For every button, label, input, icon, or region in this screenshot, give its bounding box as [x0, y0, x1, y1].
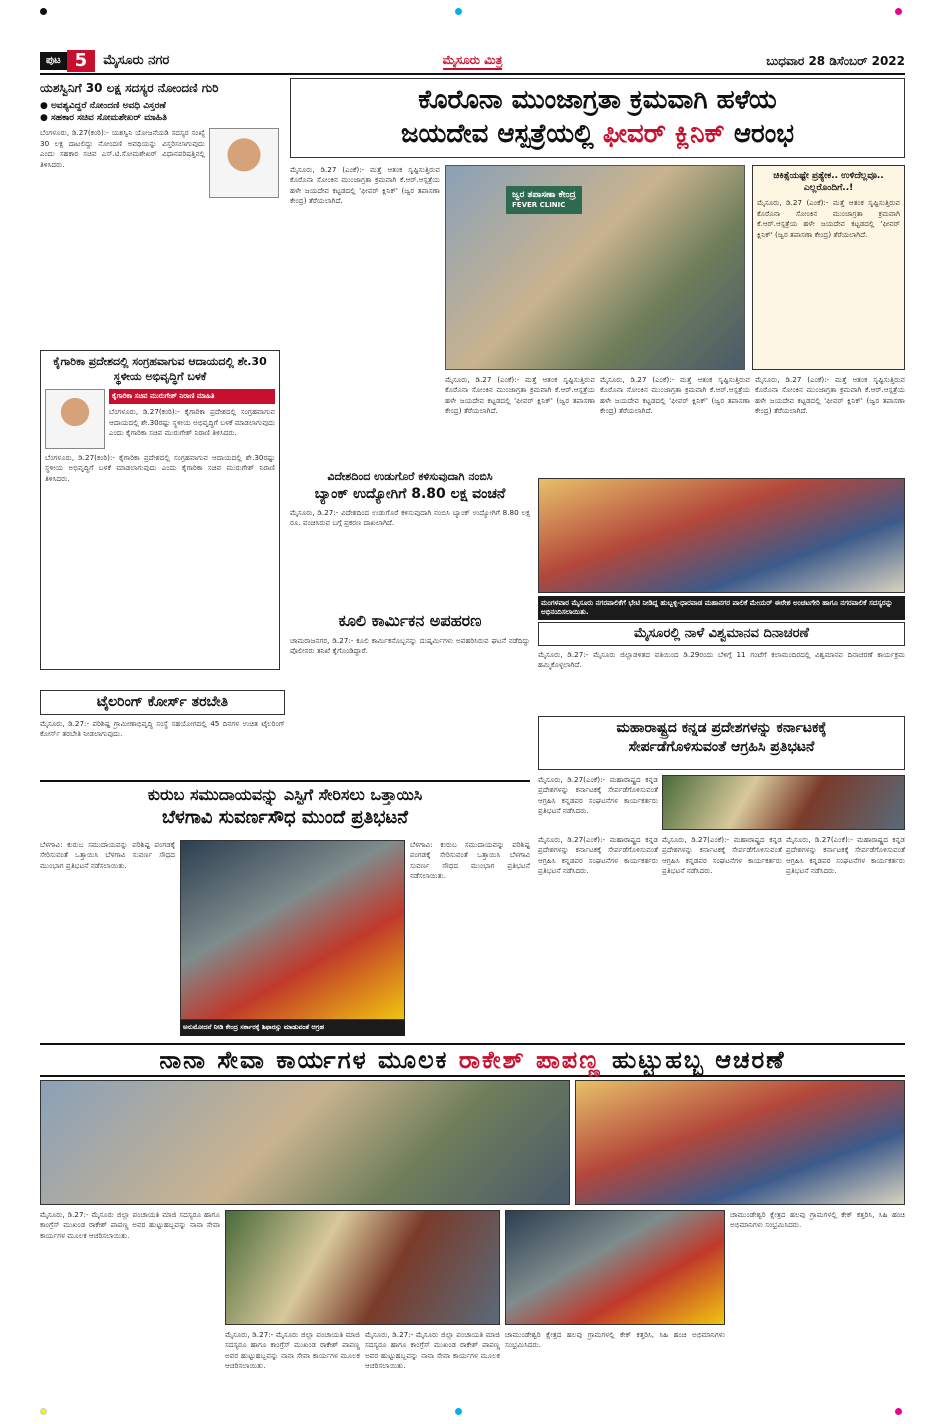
page-label: ಪುಟ — [40, 52, 67, 70]
story-headline: ಕುರುಬ ಸಮುದಾಯವನ್ನು ಎಸ್ಟಿಗೆ ಸೇರಿಸಲು ಒತ್ತಾಯಿಸಿ — [147, 785, 423, 804]
story-kidnap — [290, 610, 530, 770]
mayor-felicitation-photo — [538, 478, 905, 593]
lead-sidebar — [752, 165, 905, 370]
story-body: ಚಾಮುಂಡೇಶ್ವರಿ ಕ್ಷೇತ್ರದ ಹಲವು ಗ್ರಾಮಗಳಲ್ಲಿ ಕೇಕ್ ಕತ್ತರಿಸಿ, ಸಿಹಿ ಹಂಚಿ ಅಭಿಮಾನಿಗಳು ಸಂಭ್ರಮಿಸಿದರು. — [730, 1210, 905, 1230]
minister-portrait — [45, 389, 105, 449]
story-body: ಬೆಳಗಾವಿ: ಕುರುಬ ಸಮುದಾಯವನ್ನು ಪರಿಶಿಷ್ಟ ಪಂಗಡಕ್ಕೆ ಸೇರಿಸುವಂತೆ ಒತ್ತಾಯಿಸಿ ಬೆಳಗಾವಿ ಸುವರ್ಣ ಸೌಧದ ಮುಂಭಾಗ ಪ್ರತಿಭಟನೆ ನಡೆಸಲಾಯಿತು. — [40, 840, 175, 870]
registration-mark — [455, 8, 462, 15]
story-body: ಮೈಸೂರು, ಡಿ.27:- ಮೈಸೂರು ಜಿಲ್ಲಾ ಪಂಚಾಯತಿ ಮಾಜಿ ಸದಸ್ಯರೂ ಹಾಗೂ ಕಾಂಗ್ರೆಸ್ ಮುಖಂಡ ರಾಕೇಶ್ ಪಾಪಣ್ಣ ಅವರ ಹುಟ್ಟುಹಬ್ಬವನ್ನು ನಾನಾ ಸೇವಾ ಕಾರ್ಯಗಳ ಮೂಲಕ ಆಚರಿಸಲಾಯಿತು. — [365, 1330, 500, 1371]
story-headline: ಸೇರ್ಪಡೆಗೊಳಿಸುವಂತೆ ಆಗ್ರಹಿಸಿ ಪ್ರತಿಭಟನೆ — [628, 738, 815, 755]
protest-photo — [662, 775, 905, 830]
story-body: ಚಾಮುಂಡೇಶ್ವರಿ ಕ್ಷೇತ್ರದ ಹಲವು ಗ್ರಾಮಗಳಲ್ಲಿ ಕೇಕ್ ಕತ್ತರಿಸಿ, ಸಿಹಿ ಹಂಚಿ ಅಭಿಮಾನಿಗಳು ಸಂಭ್ರಮಿಸಿದರು. — [505, 1330, 725, 1350]
lead-headline-line1: ಕೊರೊನಾ ಮುಂಜಾಗ್ರತಾ ಕ್ರಮವಾಗಿ ಹಳೆಯ — [418, 85, 777, 115]
story-body: ಮೈಸೂರು, ಡಿ.27(ಎಂಕೆ):- ಮಹಾರಾಷ್ಟ್ರದ ಕನ್ನಡ ಪ್ರದೇಶಗಳನ್ನು ಕರ್ನಾಟಕಕ್ಕೆ ಸೇರ್ಪಡೆಗೊಳಿಸುವಂತೆ ಆಗ್ರಹಿಸಿ ಕನ್ನಡಪರ ಸಂಘಟನೆಗಳ ಕಾರ್ಯಕರ್ತರು ಪ್ರತಿಭಟನೆ ನಡೆಸಿದರು. — [786, 835, 905, 876]
story-bullet: ● ಸಹಕಾರ ಸಚಿವ ಸೋಮಶೇಖರ್ ಮಾಹಿತಿ — [40, 113, 167, 124]
lead-body: ಮೈಸೂರು, ಡಿ.27 (ಎಂಕೆ):- ಮತ್ತೆ ಆತಂಕ ಸೃಷ್ಟಿಸುತ್ತಿರುವ ಕೊರೊನಾ ಸೋಂಕಿನ ಮುಂಜಾಗ್ರತಾ ಕ್ರಮವಾಗಿ ಕೆ.ಆರ್.ಆಸ್ಪತ್ರೆಯ ಹಳೇ ಜಯದೇವ ಕಟ್ಟಡದಲ್ಲಿ 'ಫೀವರ್ ಕ್ಲಿನಿಕ್' (ಜ್ವರ ತಪಾಸಣಾ ಕೇಂದ್ರ) ತೆರೆಯಲಾಗಿದೆ. — [290, 165, 440, 206]
lead-body-cont: ಮೈಸೂರು, ಡಿ.27 (ಎಂಕೆ):- ಮತ್ತೆ ಆತಂಕ ಸೃಷ್ಟಿಸುತ್ತಿರುವ ಕೊರೊನಾ ಸೋಂಕಿನ ಮುಂಜಾಗ್ರತಾ ಕ್ರಮವಾಗಿ ಕೆ.ಆರ್.ಆಸ್ಪತ್ರೆಯ ಹಳೇ ಜಯದೇವ ಕಟ್ಟಡದಲ್ಲಿ 'ಫೀವರ್ ಕ್ಲಿನಿಕ್' (ಜ್ವರ ತಪಾಸಣಾ ಕೇಂದ್ರ) ತೆರೆಯಲಾಗಿದೆ. — [445, 375, 595, 416]
story-kuruba — [40, 780, 530, 836]
birthday-photo — [575, 1080, 905, 1205]
photo-caption: ಮಂಗಳವಾರ ಮೈಸೂರು ನಗರಪಾಲಿಕೆಗೆ ಭೇಟಿ ನೀಡಿದ್ದ ಹುಬ್ಬಳ್ಳಿ-ಧಾರವಾಡ ಮಹಾನಗರ ಪಾಲಿಕೆ ಮೇಯರ್ ಈರೇಶ ಅಂಚಟಗೇರಿ ಹಾಗೂ ನಗರಪಾಲಿಕೆ ಸದಸ್ಯರನ್ನು ಅಭಿನಂದಿಸಲಾಯಿತು. — [538, 596, 905, 620]
sidebar-body: ಮೈಸೂರು, ಡಿ.27 (ಎಂಕೆ):- ಮತ್ತೆ ಆತಂಕ ಸೃಷ್ಟಿಸುತ್ತಿರುವ ಕೊರೊನಾ ಸೋಂಕಿನ ಮುಂಜಾಗ್ರತಾ ಕ್ರಮವಾಗಿ ಕೆ.ಆರ್.ಆಸ್ಪತ್ರೆಯ ಹಳೇ ಜಯದೇವ ಕಟ್ಟಡದಲ್ಲಿ 'ಫೀವರ್ ಕ್ಲಿನಿಕ್' (ಜ್ವರ ತಪಾಸಣಾ ಕೇಂದ್ರ) ತೆರೆಯಲಾಗಿದೆ. — [757, 198, 900, 239]
story-body: ಬೆಂಗಳೂರು, ಡಿ.27(ಕಂಠಿ):- ಕೈಗಾರಿಕಾ ಪ್ರದೇಶದಲ್ಲಿ ಸಂಗ್ರಹವಾಗುವ ಆದಾಯದಲ್ಲಿ ಶೇ.30ರಷ್ಟು ಸ್ಥಳೀಯ ಅಭಿವೃದ್ಧಿಗೆ ಬಳಕೆ ಮಾಡಲಾಗುವುದು ಎಂದು ಕೈಗಾರಿಕಾ ಸಚಿವ ಮುರುಗೇಶ್ ನಿರಾಣಿ ತಿಳಿಸಿದರು. — [45, 452, 275, 483]
photo-caption: ಅನುಮೋದನೆ ನೀಡಿ ಕೇಂದ್ರ ಸರ್ಕಾರಕ್ಕೆ ಶಿಫಾರಸ್ಸು ಮಾಡುವಂತೆ ಆಗ್ರಹ — [180, 1020, 405, 1036]
lead-headline-line2: ಜಯದೇವ ಆಸ್ಪತ್ರೆಯಲ್ಲಿ ಫೀವರ್ ಕ್ಲಿನಿಕ್ ಆರಂಭ — [400, 119, 795, 149]
story-body: ಮೈಸೂರು, ಡಿ.27(ಎಂಕೆ):- ಮಹಾರಾಷ್ಟ್ರದ ಕನ್ನಡ ಪ್ರದೇಶಗಳನ್ನು ಕರ್ನಾಟಕಕ್ಕೆ ಸೇರ್ಪಡೆಗೊಳಿಸುವಂತೆ ಆಗ್ರಹಿಸಿ ಕನ್ನಡಪರ ಸಂಘಟನೆಗಳ ಕಾರ್ಯಕರ್ತರು ಪ್ರತಿಭಟನೆ ನಡೆಸಿದರು. — [538, 775, 658, 816]
story-body: ಮೈಸೂರು, ಡಿ.27:- ಮೈಸೂರು ಜಿಲ್ಲಾಡಳಿತದ ವತಿಯಿಂದ ಡಿ.29ರಂದು ಬೆಳಿಗ್ಗೆ 11 ಗಂಟೆಗೆ ಕಲಾಮಂದಿರದಲ್ಲಿ ವಿಶ್ವಮಾನವ ದಿನಾಚರಣೆ ಕಾರ್ಯಕ್ರಮ ಹಮ್ಮಿಕೊಳ್ಳಲಾಗಿದೆ. — [538, 649, 905, 669]
story-industrial — [40, 350, 280, 670]
masthead: ಮೈಸೂರು ಮಿತ್ರ — [443, 52, 503, 70]
registration-mark — [455, 1408, 462, 1415]
issue-date: ಬುಧವಾರ 28 ಡಿಸೆಂಬರ್ 2022 — [766, 53, 905, 68]
registration-mark — [895, 1408, 902, 1415]
birthday-photo — [40, 1080, 570, 1205]
story-headline: ಮಹಾರಾಷ್ಟ್ರದ ಕನ್ನಡ ಪ್ರದೇಶಗಳನ್ನು ಕರ್ನಾಟಕಕ್ಕೆ — [616, 720, 827, 736]
story-headline: ಟೈಲರಿಂಗ್ ಕೋರ್ಸ್ ತರಬೇತಿ — [40, 690, 285, 715]
registration-mark — [40, 8, 47, 15]
lead-body-cont: ಮೈಸೂರು, ಡಿ.27 (ಎಂಕೆ):- ಮತ್ತೆ ಆತಂಕ ಸೃಷ್ಟಿಸುತ್ತಿರುವ ಕೊರೊನಾ ಸೋಂಕಿನ ಮುಂಜಾಗ್ರತಾ ಕ್ರಮವಾಗಿ ಕೆ.ಆರ್.ಆಸ್ಪತ್ರೆಯ ಹಳೇ ಜಯದೇವ ಕಟ್ಟಡದಲ್ಲಿ 'ಫೀವರ್ ಕ್ಲಿನಿಕ್' (ಜ್ವರ ತಪಾಸಣಾ ಕೇಂದ್ರ) ತೆರೆಯಲಾಗಿದೆ. — [755, 375, 905, 416]
story-headline: ಬೆಳಗಾವಿ ಸುವರ್ಣಸೌಧ ಮುಂದೆ ಪ್ರತಿಭಟನೆ — [162, 806, 408, 828]
registration-mark — [40, 1408, 47, 1415]
story-fraud — [290, 470, 530, 600]
registration-mark — [895, 8, 902, 15]
story-body: ಮೈಸೂರು, ಡಿ.27(ಎಂಕೆ):- ಮಹಾರಾಷ್ಟ್ರದ ಕನ್ನಡ ಪ್ರದೇಶಗಳನ್ನು ಕರ್ನಾಟಕಕ್ಕೆ ಸೇರ್ಪಡೆಗೊಳಿಸುವಂತೆ ಆಗ್ರಹಿಸಿ ಕನ್ನಡಪರ ಸಂಘಟನೆಗಳ ಕಾರ್ಯಕರ್ತರು ಪ್ರತಿಭಟನೆ ನಡೆಸಿದರು. — [662, 835, 782, 876]
story-headline: ಕೈಗಾರಿಕಾ ಪ್ರದೇಶದಲ್ಲಿ ಸಂಗ್ರಹವಾಗುವ ಆದಾಯದಲ್ಲಿ ಶೇ.30 ಸ್ಥಳೀಯ ಅಭಿವೃದ್ಧಿಗೆ ಬಳಕೆ — [53, 355, 267, 383]
sidebar-title: ಚಿಕಿತ್ಸೆಯಷ್ಟೇ ಪ್ರತ್ಯೇಕ.. ಉಳಿದೆಲ್ಲವೂ.. ಎಲ್ಲರೊಂದಿಗೆ..! — [773, 171, 884, 194]
birthday-photo — [225, 1210, 500, 1325]
story-body: ಮೈಸೂರು, ಡಿ.27:- ವಿದೇಶದಿಂದ ಉಡುಗೊರೆ ಕಳಿಸುವುದಾಗಿ ನಂಬಿಸಿ ಬ್ಯಾಂಕ್ ಉದ್ಯೋಗಿಗೆ 8.80 ಲಕ್ಷ ರೂ. ವಂಚಿಸಿರುವ ಬಗ್ಗೆ ಪ್ರಕರಣ ದಾಖಲಾಗಿದೆ. — [290, 507, 530, 528]
story-signup — [40, 80, 280, 260]
clinic-sign: ಜ್ವರ ತಪಾಸಣಾ ಕೇಂದ್ರ FEVER CLINIC — [506, 186, 582, 214]
story-tailoring — [40, 690, 285, 780]
story-body: ಬೆಳಗಾವಿ: ಕುರುಬ ಸಮುದಾಯವನ್ನು ಪರಿಶಿಷ್ಟ ಪಂಗಡಕ್ಕೆ ಸೇರಿಸುವಂತೆ ಒತ್ತಾಯಿಸಿ ಬೆಳಗಾವಿ ಸುವರ್ಣ ಸೌಧದ ಮುಂಭಾಗ ಪ್ರತಿಭಟನೆ ನಡೆಸಲಾಯಿತು. — [410, 840, 530, 881]
story-tag: ಕೈಗಾರಿಕಾ ಸಚಿವ ಮುರುಗೇಶ್ ನಿರಾಣಿ ಮಾಹಿತಿ — [109, 389, 275, 404]
minister-portrait — [209, 128, 279, 198]
fever-clinic-photo — [445, 165, 745, 370]
birthday-photo — [505, 1210, 725, 1325]
story-body: ಬೆಂಗಳೂರು, ಡಿ.27(ಕಂಠಿ):- ಕೈಗಾರಿಕಾ ಪ್ರದೇಶದಲ್ಲಿ ಸಂಗ್ರಹವಾಗುವ ಆದಾಯದಲ್ಲಿ ಶೇ.30ರಷ್ಟು ಸ್ಥಳೀಯ ಅಭಿವೃದ್ಧಿಗೆ ಬಳಕೆ ಮಾಡಲಾಗುವುದು ಎಂದು ಕೈಗಾರಿಕಾ ಸಚಿವ ಮುರುಗೇಶ್ ನಿರಾಣಿ ತಿಳಿಸಿದರು. — [109, 407, 275, 437]
page-header — [40, 50, 905, 72]
story-headline: ಬ್ಯಾಂಕ್ ಉದ್ಯೋಗಿಗೆ 8.80 ಲಕ್ಷ ವಂಚನೆ — [314, 485, 506, 502]
story-body: ಮೈಸೂರು, ಡಿ.27:- ಮೈಸೂರು ಜಿಲ್ಲಾ ಪಂಚಾಯತಿ ಮಾಜಿ ಸದಸ್ಯರೂ ಹಾಗೂ ಕಾಂಗ್ರೆಸ್ ಮುಖಂಡ ರಾಕೇಶ್ ಪಾಪಣ್ಣ ಅವರ ಹುಟ್ಟುಹಬ್ಬವನ್ನು ನಾನಾ ಸೇವಾ ಕಾರ್ಯಗಳ ಮೂಲಕ ಆಚರಿಸಲಾಯಿತು. — [225, 1330, 360, 1371]
birthday-banner: ನಾನಾ ಸೇವಾ ಕಾರ್ಯಗಳ ಮೂಲಕ ರಾಕೇಶ್ ಪಾಪಣ್ಣ ಹುಟ್ಟುಹಬ್ಬ ಆಚರಣೆ — [40, 1043, 905, 1077]
story-bullet: ● ಅವಶ್ಯವಿದ್ದರೆ ನೋಂದಣಿ ಅವಧಿ ವಿಸ್ತರಣೆ — [40, 101, 166, 112]
story-headline: ಕೂಲಿ ಕಾರ್ಮಿಕನ ಅಪಹರಣ — [338, 611, 482, 630]
lead-body-cont: ಮೈಸೂರು, ಡಿ.27 (ಎಂಕೆ):- ಮತ್ತೆ ಆತಂಕ ಸೃಷ್ಟಿಸುತ್ತಿರುವ ಕೊರೊನಾ ಸೋಂಕಿನ ಮುಂಜಾಗ್ರತಾ ಕ್ರಮವಾಗಿ ಕೆ.ಆರ್.ಆಸ್ಪತ್ರೆಯ ಹಳೇ ಜಯದೇವ ಕಟ್ಟಡದಲ್ಲಿ 'ಫೀವರ್ ಕ್ಲಿನಿಕ್' (ಜ್ವರ ತಪಾಸಣಾ ಕೇಂದ್ರ) ತೆರೆಯಲಾಗಿದೆ. — [600, 375, 750, 416]
story-headline: ವಿದೇಶದಿಂದ ಉಡುಗೊರೆ ಕಳಿಸುವುದಾಗಿ ನಂಬಿಸಿ — [327, 470, 493, 483]
story-body: ಮೈಸೂರು, ಡಿ.27:- ಪರಿಶಿಷ್ಟ ಗ್ರಾಮೀಣಾಭಿವೃದ್ಧಿ ಸಂಸ್ಥೆ ಸಹಯೋಗದಲ್ಲಿ 45 ದಿನಗಳ ಉಚಿತ ಟೈಲರಿಂಗ್ ಕೋರ್ಸ್ ತರಬೇತಿ ನೀಡಲಾಗುವುದು. — [40, 718, 285, 739]
kuruba-protest-photo — [180, 840, 405, 1020]
story-maharashtra — [538, 716, 905, 770]
lead-headline-box — [290, 78, 905, 158]
story-humanity — [538, 622, 905, 712]
story-headline: ಮೈಸೂರಲ್ಲಿ ನಾಳೆ ವಿಶ್ವಮಾನವ ದಿನಾಚರಣೆ — [538, 622, 905, 646]
section-title: ಮೈಸೂರು ನಗರ — [103, 53, 170, 69]
story-body: ಮೈಸೂರು, ಡಿ.27(ಎಂಕೆ):- ಮಹಾರಾಷ್ಟ್ರದ ಕನ್ನಡ ಪ್ರದೇಶಗಳನ್ನು ಕರ್ನಾಟಕಕ್ಕೆ ಸೇರ್ಪಡೆಗೊಳಿಸುವಂತೆ ಆಗ್ರಹಿಸಿ ಕನ್ನಡಪರ ಸಂಘಟನೆಗಳ ಕಾರ್ಯಕರ್ತರು ಪ್ರತಿಭಟನೆ ನಡೆಸಿದರು. — [538, 835, 658, 876]
header-rule — [40, 73, 905, 75]
story-body: ಬೆಂಗಳೂರು, ಡಿ.27(ಕಂಠಿ):- ಯಶಸ್ವಿನಿ ಯೋಜನೆಯಡಿ ಸದಸ್ಯರ ಸಂಖ್ಯೆ 30 ಲಕ್ಷ ದಾಟಲಿದ್ದು ನೋಂದಣಿ ಅವಧಿಯನ್ನು ವಿಸ್ತರಿಸಲಾಗುವುದು ಎಂದು ಸಹಕಾರ ಸಚಿವ ಎಸ್.ಟಿ.ಸೋಮಶೇಖರ್ ವಿಧಾನಪರಿಷತ್ತಿನಲ್ಲಿ ತಿಳಿಸಿದರು. — [40, 128, 205, 169]
story-body: ಚಾಮರಾಜನಗರ, ಡಿ.27:- ಕೂಲಿ ಕಾರ್ಮಿಕನೊಬ್ಬನನ್ನು ದುಷ್ಕರ್ಮಿಗಳು ಅಪಹರಿಸಿರುವ ಘಟನೆ ನಡೆದಿದ್ದು ಪೊಲೀಸರು ತನಿಖೆ ಕೈಗೊಂಡಿದ್ದಾರೆ. — [290, 635, 530, 656]
page-number: 5 — [67, 50, 96, 72]
story-headline: ಯಶಸ್ವಿನಿಗೆ 30 ಲಕ್ಷ ಸದಸ್ಯರ ನೋಂದಣಿ ಗುರಿ — [40, 81, 219, 95]
story-body: ಮೈಸೂರು, ಡಿ.27:- ಮೈಸೂರು ಜಿಲ್ಲಾ ಪಂಚಾಯತಿ ಮಾಜಿ ಸದಸ್ಯರೂ ಹಾಗೂ ಕಾಂಗ್ರೆಸ್ ಮುಖಂಡ ರಾಕೇಶ್ ಪಾಪಣ್ಣ ಅವರ ಹುಟ್ಟುಹಬ್ಬವನ್ನು ನಾನಾ ಸೇವಾ ಕಾರ್ಯಗಳ ಮೂಲಕ ಆಚರಿಸಲಾಯಿತು. — [40, 1210, 220, 1240]
